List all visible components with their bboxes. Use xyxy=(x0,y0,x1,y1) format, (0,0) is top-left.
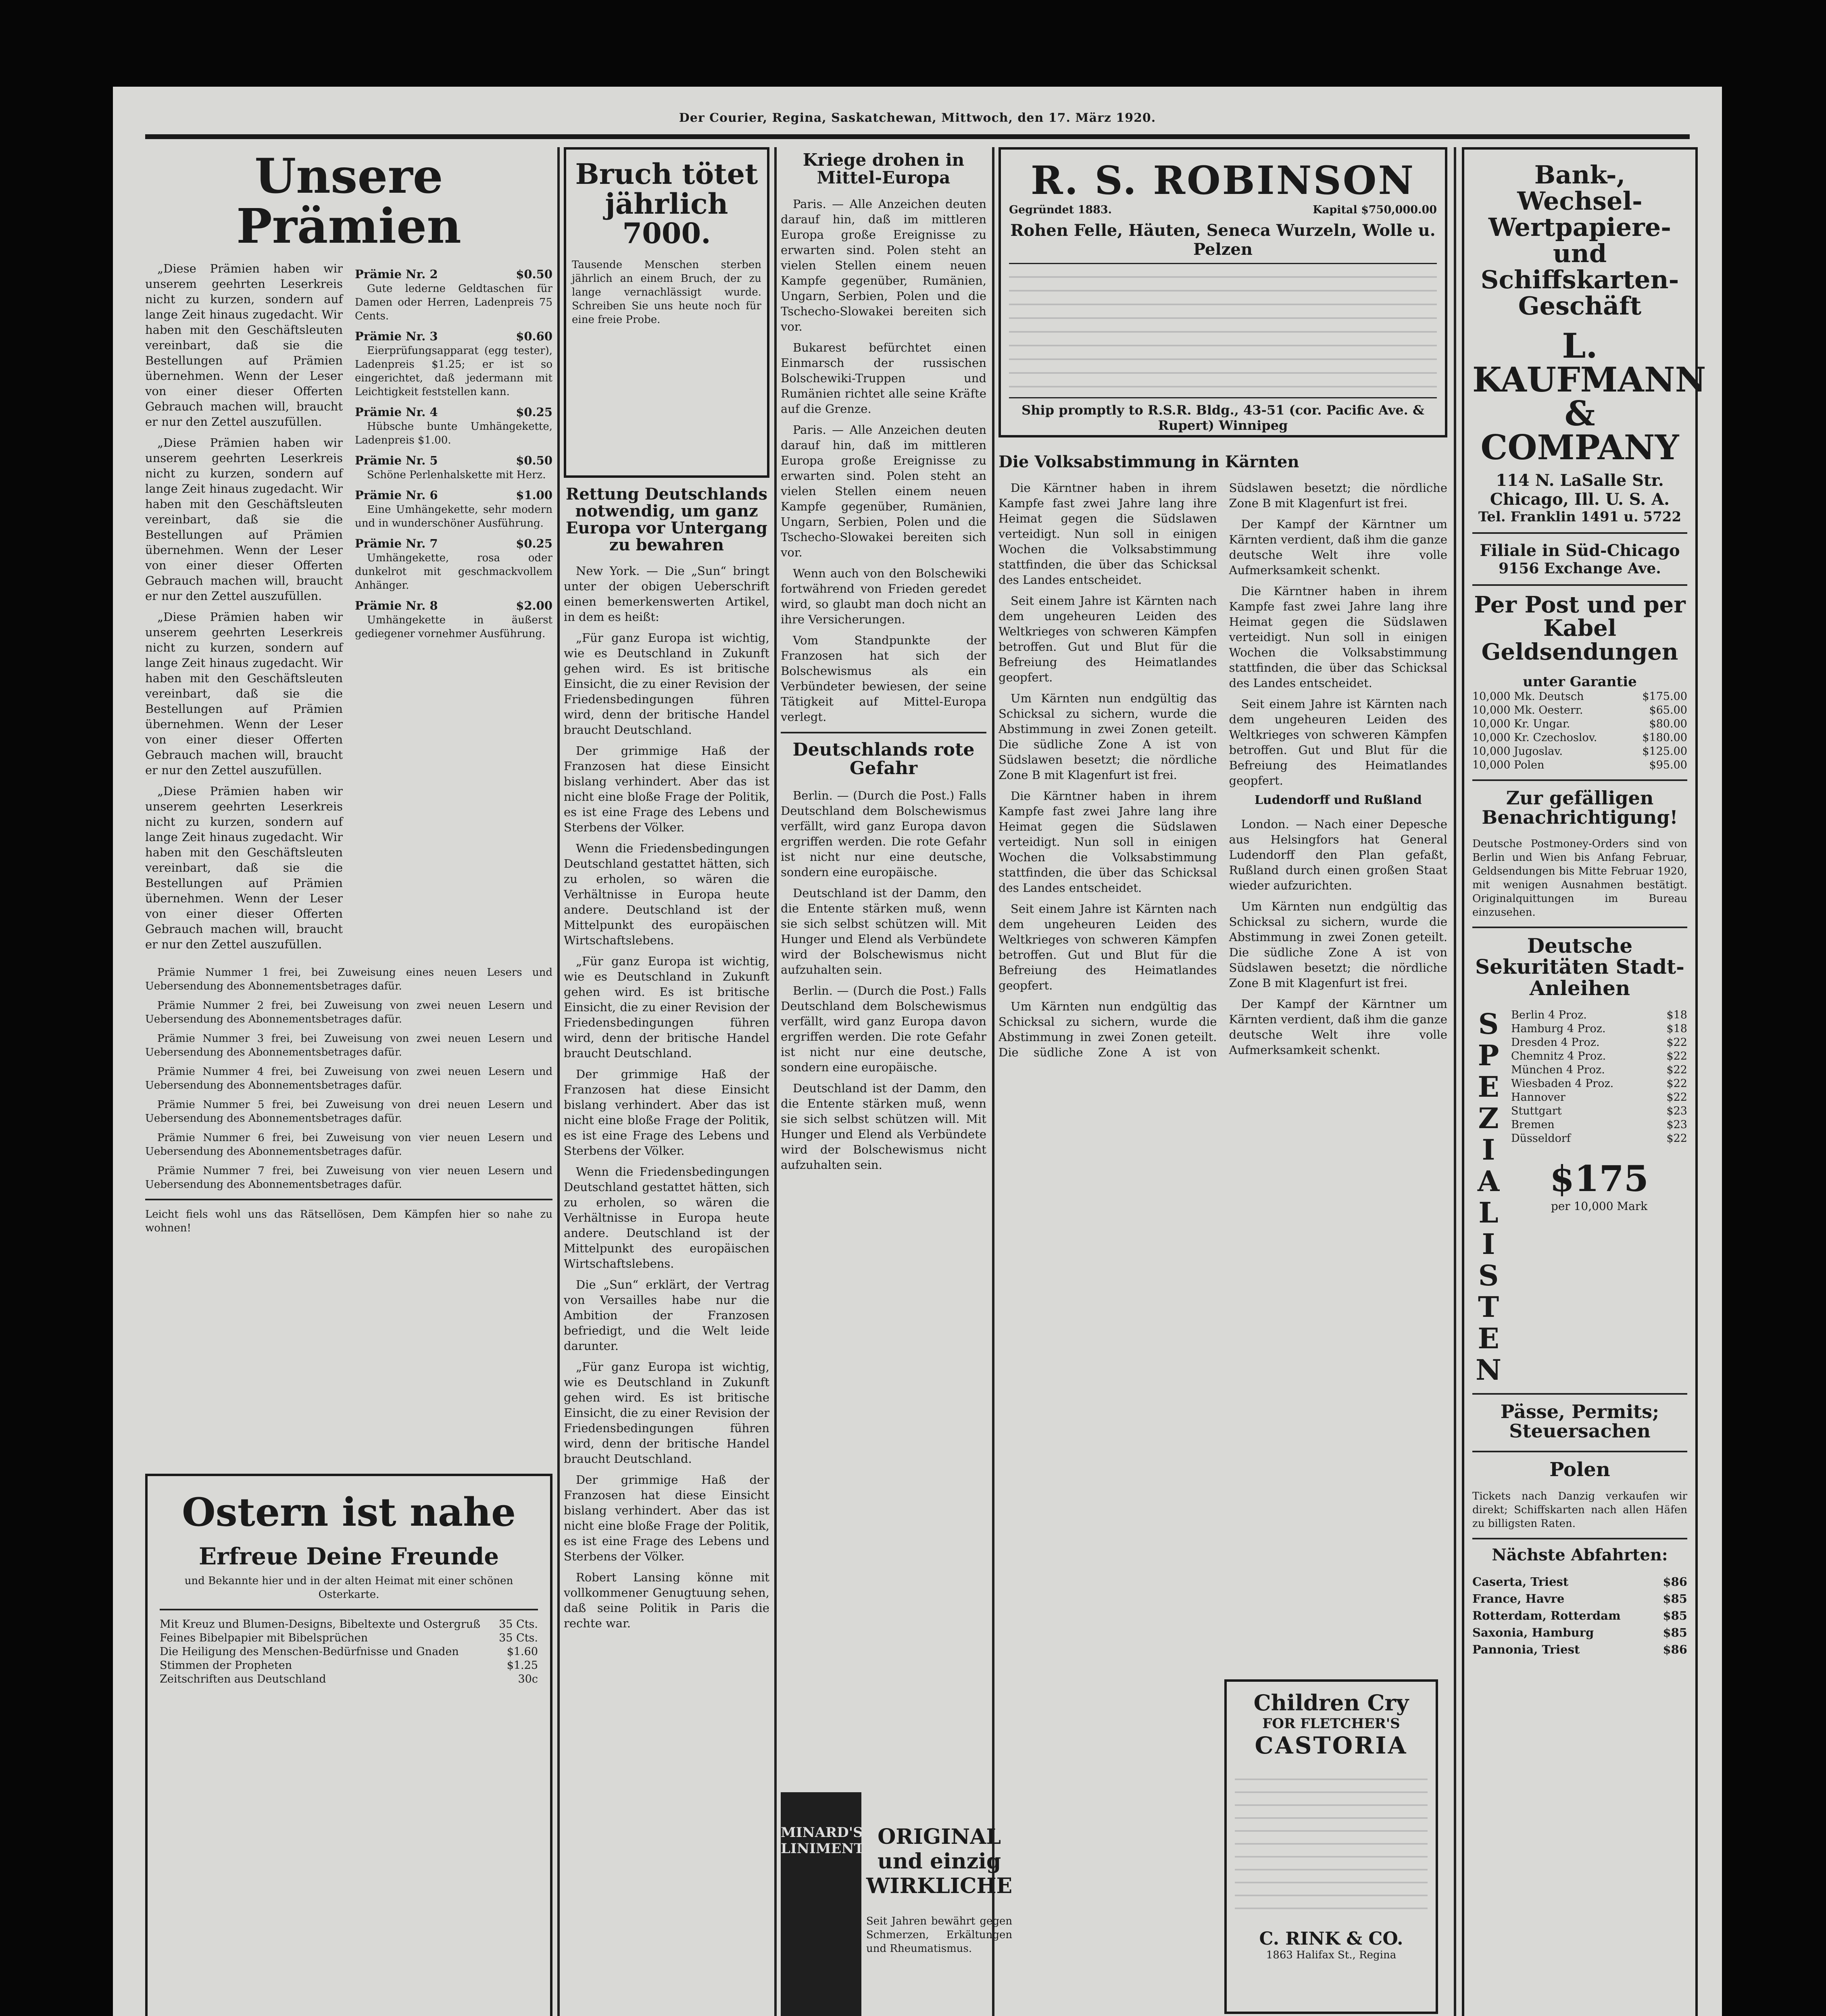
bank-title: Bank-, Wechsel-Wertpapiere- und Schiffskarten-Geschäft xyxy=(1480,160,1679,321)
robinson-capital: Kapital $750,000.00 xyxy=(1313,204,1437,216)
premiums-intro: „Diese Prämien haben wir unserem geehrten Leserkreis nicht zu kurzen, sondern auf lange Zeit hinaus zugedacht. Wir haben mit den Geschäftsleuten vereinbart, daß sie die Bestellungen auf Prämien übernehmen. Wenn der Leser von einer dieser Offerten Gebrauch machen will, braucht er nur den Zettel auszufüllen. xyxy=(145,261,343,429)
bond-row: Hannover $22 xyxy=(1511,1091,1687,1104)
robinson-ad xyxy=(998,147,1447,437)
premiums-title: Unsere Prämien xyxy=(236,148,461,254)
top-rule xyxy=(145,134,1690,139)
column-2 xyxy=(564,147,769,2016)
article-paragraph: Deutschland ist der Damm, den die Entente stärken muß, wenn sie sich selbst schützen will. Mit Hunger und Elend als Verbündete wird der Bolschewismus nicht aufzuhalten sein. xyxy=(781,1081,986,1172)
article-paragraph: Der Kampf der Kärntner um Kärnten verdient, daß ihm die ganze deutsche Welt ihre volle Aufmerksamkeit schenkt. xyxy=(1229,997,1447,1057)
bond-row: Stuttgart $23 xyxy=(1511,1105,1687,1118)
premiums-intro-repeat: „Diese Prämien haben wir unserem geehrten Leserkreis nicht zu kurzen, sondern auf lange Zeit hinaus zugedacht. Wir haben mit den Geschäftsleuten vereinbart, daß sie die Bestellungen auf Prämien übernehmen. Wenn der Leser von einer dieser Offerten Gebrauch machen will, braucht er nur den Zettel auszufüllen. xyxy=(145,610,343,777)
bond-row: Bremen $23 xyxy=(1511,1118,1687,1131)
paesse-title: Pässe, Permits; Steuersachen xyxy=(1500,1401,1659,1442)
article-paragraph: Wenn die Friedensbedingungen Deutschland gestattet hätten, sich zu erholen, so wären die Verhältnisse in Europa heute andere. Deutschland ist der Mittelpunkt des europäischen Wirtschaftslebens. xyxy=(564,841,769,947)
article-paragraph: „Für ganz Europa ist wichtig, wie es Deutschland in Zukunft gehen wird. Es ist britische Einsicht, die zu einer Revision der Friedensbedingungen führen wird, denn der britische Handel braucht Deutschland. xyxy=(564,631,769,737)
sailing-row: Pannonia, Triest $86 xyxy=(1472,1643,1687,1657)
article-paragraph: Der grimmige Haß der Franzosen hat diese Einsicht bislang verhindert. Aber das ist nicht eine bloße Frage der Politik, es ist eine Frage des Lebens und Sterbens der Völker. xyxy=(564,1473,769,1563)
column-3 xyxy=(781,147,1013,2016)
premium-rule: Prämie Nummer 5 frei, bei Zuweisung von drei neuen Lesern und Uebersendung des Abonnementsbetrages dafür. xyxy=(145,1098,552,1125)
article-paragraph: Seit einem Jahre ist Kärnten nach dem ungeheuren Leiden des Weltkrieges von schweren Kämpfen betroffen. Gut und Blut für die Befreiung des Heimatlandes geopfert. xyxy=(998,594,1217,684)
premium-rule: Prämie Nummer 4 frei, bei Zuweisung von zwei neuen Lesern und Uebersendung des Abonnementsbetrages dafür. xyxy=(145,1065,552,1091)
masthead: Der Courier, Regina, Saskatchewan, Mittwoch, den 17. März 1920. xyxy=(679,111,1156,125)
article-paragraph: Wenn auch von den Bolschewiki fortwährend von Frieden geredet wird, so glaubt man doch nicht an ihre Versicherungen. xyxy=(781,566,986,627)
ostern-subtitle: Erfreue Deine Freunde xyxy=(198,1542,499,1570)
premium-item: Prämie Nr. 7 $0.25 xyxy=(355,536,552,550)
notice-title: Zur gefälligen Benachrichtigung! xyxy=(1482,787,1678,829)
robinson-est: Gegründet 1883. xyxy=(1009,204,1112,216)
premium-item: Prämie Nr. 4 $0.25 xyxy=(355,405,552,419)
article-paragraph: Robert Lansing könne mit vollkommener Genugtuung sehen, daß seine Politik in Paris die rechte war. xyxy=(564,1570,769,1630)
premium-rule: Prämie Nummer 1 frei, bei Zuweisung eines neuen Lesers und Uebersendung des Abonnementsbetrages dafür. xyxy=(145,966,552,992)
premium-rules xyxy=(145,966,552,1191)
article-paragraph: London. — Nach einer Depesche aus Helsingfors hat General Ludendorff den Plan gefaßt, Rußland durch einen großen Staat wieder aufzurichten. xyxy=(1229,817,1447,892)
money-title: Per Post und per Kabel Geldsendungen xyxy=(1474,591,1686,666)
article-paragraph: „Für ganz Europa ist wichtig, wie es Deutschland in Zukunft gehen wird. Es ist britische Einsicht, die zu einer Revision der Friedensbedingungen führen wird, denn der britische Handel braucht Deutschland. xyxy=(564,954,769,1060)
article-paragraph: Der grimmige Haß der Franzosen hat diese Einsicht bislang verhindert. Aber das ist nicht eine bloße Frage der Politik, es ist eine Frage des Lebens und Sterbens der Völker. xyxy=(564,1067,769,1158)
premium-rule: Prämie Nummer 2 frei, bei Zuweisung von zwei neuen Lesern und Uebersendung des Abonnementsbetrages dafür. xyxy=(145,999,552,1025)
premium-item: Prämie Nr. 3 $0.60 xyxy=(355,329,552,343)
newspaper-page xyxy=(113,87,1722,2016)
price-line: Stimmen der Propheten $1.25 xyxy=(160,1659,538,1672)
article-paragraph: Deutschland ist der Damm, den die Entente stärken muß, wenn sie sich selbst schützen will. Mit Hunger und Elend als Verbündete wird der Bolschewismus nicht aufzuhalten sein. xyxy=(781,886,986,977)
guarantee: unter Garantie xyxy=(1523,673,1637,690)
rote-gefahr-headline: Deutschlands rote Gefahr xyxy=(792,739,975,779)
article-paragraph: Berlin. — (Durch die Post.) Falls Deutschland dem Bolschewismus verfällt, wird ganz Europa davon ergriffen werden. Die rote Gefahr ist nicht nur eine deutsche, sondern eine europäische. xyxy=(781,788,986,879)
article-paragraph: Um Kärnten nun endgültig das Schicksal zu sichern, wurde die Abstimmung in zwei Zonen geteilt. Die südliche Zone A ist von Südslawen besetzt; die nördliche Zone B mit Klagenfurt ist frei. xyxy=(998,691,1217,782)
premiums-intro-repeat: „Diese Prämien haben wir unserem geehrten Leserkreis nicht zu kurzen, sondern auf lange Zeit hinaus zugedacht. Wir haben mit den Geschäftsleuten vereinbart, daß sie die Bestellungen auf Prämien übernehmen. Wenn der Leser von einer dieser Offerten Gebrauch machen will, braucht er nur den Zettel auszufüllen. xyxy=(145,435,343,603)
ostern-ad xyxy=(145,1474,552,2016)
sailing-list xyxy=(1472,1573,1687,1658)
castoria-address: 1863 Halifax St., Regina xyxy=(1266,1949,1397,1961)
ostern-price-list xyxy=(160,1618,538,1686)
article-paragraph: Um Kärnten nun endgültig das Schicksal zu sichern, wurde die Abstimmung in zwei Zonen geteilt. Die südliche Zone A ist von Südslawen besetzt; die nördliche Zone B mit Klagenfurt ist frei. xyxy=(998,481,1447,1059)
bond-row: München 4 Proz. $22 xyxy=(1511,1064,1687,1077)
robinson-footer: Ship promptly to R.S.R. Bldg., 43-51 (cor. Pacific Ave. & Rupert) Winnipeg xyxy=(1021,402,1424,433)
rate-row: 10,000 Polen $95.00 xyxy=(1472,758,1687,771)
column-divider xyxy=(992,147,994,2016)
rate-row: 10,000 Mk. Deutsch $175.00 xyxy=(1472,690,1687,703)
bruch-headline: Bruch tötet jährlich 7000. xyxy=(575,157,758,250)
article-paragraph: Wenn die Friedensbedingungen Deutschland gestattet hätten, sich zu erholen, so wären die Verhältnisse in Europa heute andere. Deutschland ist der Mittelpunkt des europäischen Wirtschaftslebens. xyxy=(564,1165,769,1270)
column-divider xyxy=(774,147,777,2016)
sailing-row: Rotterdam, Rotterdam $85 xyxy=(1472,1609,1687,1623)
robinson-price-table xyxy=(1009,263,1437,398)
article-paragraph: „Für ganz Europa ist wichtig, wie es Deutschland in Zukunft gehen wird. Es ist britische Einsicht, die zu einer Revision der Friedensbedingungen führen wird, denn der britische Handel braucht Deutschland. xyxy=(564,1360,769,1466)
premium-item: Prämie Nr. 5 $0.50 xyxy=(355,453,552,467)
sailing-row: Caserta, Triest $86 xyxy=(1472,1575,1687,1589)
article-paragraph: Seit einem Jahre ist Kärnten nach dem ungeheuren Leiden des Weltkrieges von schweren Kämpfen betroffen. Gut und Blut für die Befreiung des Heimatlandes geopfert. xyxy=(998,902,1217,992)
column-4 xyxy=(998,450,1447,2016)
bond-row: Wiesbaden 4 Proz. $22 xyxy=(1511,1077,1687,1090)
premium-rule: Prämie Nummer 6 frei, bei Zuweisung von vier neuen Lesern und Uebersendung des Abonnementsbetrages dafür. xyxy=(145,1131,552,1158)
article-paragraph: Die Kärntner haben in ihrem Kampfe fast zwei Jahre lang ihre Heimat gegen die Südslawen verteidigt. Nun soll in einigen Wochen die Volksabstimmung stattfinden, die über das Schicksal des Landes entscheidet. xyxy=(998,481,1217,587)
premium-rule: Prämie Nummer 7 frei, bei Zuweisung von vier neuen Lesern und Uebersendung des Abonnementsbetrages dafür. xyxy=(145,1164,552,1191)
article-paragraph: Paris. — Alle Anzeichen deuten darauf hin, daß im mittleren Europa große Ereignisse zu erwarten sind. Polen steht an vielen Stellen einem neuen Kampfe gegenüber, Rumänien, Ungarn, Serbien, Polen und die Tschecho-Slowakei bereiten sich vor. xyxy=(781,423,986,560)
premium-list: Prämie Nr. 2 $0.50 Gute lederne Geldtaschen für Damen oder Herren, Ladenpreis 75 Cents. Prämie Nr. 3 $0.60 Eierprüfungsapparat (egg tester), Ladenpreis $1.25; er ist so eingerichtet, daß jedermann mit Leichtigkeit feststellen kann. Prämie Nr. 4 $0.25 Hübsche bunte Umhängekette, Ladenpreis $1.00. Prämie Nr. 5 $0.50 Schöne Perlenhalskette mit Herz. Prämie Nr. 6 $1.00 Eine Umhängekette, sehr modern und in wunderschöner Ausführung. Prämie Nr. 7 $0.25 Umhängekette, rosa oder dunkelrot mit geschmackvollem Anhänger. Prämie Nr. 8 $2.00 Umhängekette in äußerst gediegener vornehmer Ausführung. xyxy=(355,267,552,640)
price-line: Die Heiligung des Menschen-Bedürfnisse und Gnaden $1.60 xyxy=(160,1645,538,1658)
liniment-bottle-image: MINARD'S LINIMENT xyxy=(781,1792,861,2016)
castoria-subtitle: FOR FLETCHER'S xyxy=(1262,1716,1400,1732)
bond-row: Berlin 4 Proz. $18 xyxy=(1511,1009,1687,1022)
bond-row: Chemnitz 4 Proz. $22 xyxy=(1511,1050,1687,1063)
article-paragraph: Bukarest befürchtet einen Einmarsch der russischen Bolschewiki-Truppen und Rumänien richtet alle seine Kräfte auf die Grenze. xyxy=(781,341,986,416)
column-divider xyxy=(557,147,560,2016)
rate-row: 10,000 Jugoslav. $125.00 xyxy=(1472,745,1687,758)
article-paragraph: Berlin. — (Durch die Post.) Falls Deutschland dem Bolschewismus verfällt, wird ganz Europa davon ergriffen werden. Die rote Gefahr ist nicht nur eine deutsche, sondern eine europäische. xyxy=(781,983,986,1074)
liniment-ad-title: ORIGINAL und einzig WIRKLICHE xyxy=(866,1824,1013,1898)
premium-item: Prämie Nr. 8 $2.00 xyxy=(355,598,552,612)
article-paragraph: Die Kärntner haben in ihrem Kampfe fast zwei Jahre lang ihre Heimat gegen die Südslawen verteidigt. Nun soll in einigen Wochen die Volksabstimmung stattfinden, die über das Schicksal des Landes entscheidet. xyxy=(1229,584,1447,690)
premium-item: Prämie Nr. 2 $0.50 xyxy=(355,267,552,281)
bond-row: Hamburg 4 Proz. $18 xyxy=(1511,1023,1687,1035)
robinson-buy: Rohen Felle, Häuten, Seneca Wurzeln, Wolle u. Pelzen xyxy=(1010,221,1436,259)
article-paragraph: Der Kampf der Kärntner um Kärnten verdient, daß ihm die ganze deutsche Welt ihre volle Aufmerksamkeit schenkt. xyxy=(1229,517,1447,577)
securities-title: Deutsche Sekuritäten Stadt-Anleihen xyxy=(1475,933,1684,1000)
firm-address: 114 N. LaSalle Str. xyxy=(1496,471,1664,490)
ostern-title: Ostern ist nahe xyxy=(181,1489,516,1535)
article-paragraph: Paris. — Alle Anzeichen deuten darauf hin, daß im mittleren Europa große Ereignisse zu erwarten sind. Polen steht an vielen Stellen einem neuen Kampfe gegenüber, Rumänien, Ungarn, Serbien, Polen und die Tschecho-Slowakei bereiten sich vor. xyxy=(781,197,986,334)
article-paragraph: Die „Sun“ erklärt, der Vertrag von Versailles habe nur die Ambition der Franzosen befriedigt, und die Welt leide darunter. xyxy=(564,1278,769,1353)
column-divider xyxy=(1454,147,1456,2016)
castoria-title: Children Cry xyxy=(1253,1690,1409,1716)
article-paragraph: Die Kärntner haben in ihrem Kampfe fast zwei Jahre lang ihre Heimat gegen die Südslawen verteidigt. Nun soll in einigen Wochen die Volksabstimmung stattfinden, die über das Schicksal des Landes entscheidet. xyxy=(998,789,1217,895)
price-line: Feines Bibelpapier mit Bibelsprüchen 35 Cts. xyxy=(160,1631,538,1644)
rettung-dateline: New York. — Die „Sun“ bringt unter der obigen Ueberschrift einen bemerkenswerten Artikel, in dem es heißt: xyxy=(564,564,769,624)
article-paragraph: Seit einem Jahre ist Kärnten nach dem ungeheuren Leiden des Weltkrieges von schweren Kämpfen betroffen. Gut und Blut für die Befreiung des Heimatlandes geopfert. xyxy=(1229,697,1447,787)
big-price-sub: per 10,000 Mark xyxy=(1551,1200,1648,1213)
sailing-row: France, Havre $85 xyxy=(1472,1592,1687,1606)
minards-ad: MINARD'S LINIMENT ORIGINAL und einzig WIRKLICHE Seit Jahren bewährt gegen Schmerzen, Erkältungen und Rheumatismus. xyxy=(781,1792,986,2016)
rate-row: 10,000 Kr. Czechoslov. $180.00 xyxy=(1472,731,1687,744)
poem: Leicht fiels wohl uns das Rätsellösen, Dem Kämpfen hier so nahe zu wohnen! xyxy=(145,1208,552,1234)
specialists-vertical: SPEZIALISTEN xyxy=(1476,1007,1501,1387)
rate-list xyxy=(1472,690,1687,772)
sailing-row: Saxonia, Hamburg $85 xyxy=(1472,1626,1687,1640)
article-paragraph: Um Kärnten nun endgültig das Schicksal zu sichern, wurde die Abstimmung in zwei Zonen geteilt. Die südliche Zone A ist von Südslawen besetzt; die nördliche Zone B mit Klagenfurt ist frei. xyxy=(1229,899,1447,990)
rettung-headline: Rettung Deutschlands notwendig, um ganz Europa vor Untergang zu bewahren xyxy=(565,485,768,554)
castoria-ad xyxy=(1224,1679,1438,2014)
premium-item: Prämie Nr. 6 $1.00 xyxy=(355,488,552,502)
firm-city: Chicago, Ill. U. S. A. xyxy=(1490,489,1670,509)
kriege-headline: Kriege drohen in Mittel-Europa xyxy=(803,150,965,188)
article-paragraph: Der grimmige Haß der Franzosen hat diese Einsicht bislang verhindert. Aber das ist nicht eine bloße Frage der Politik, es ist eine Frage des Lebens und Sterbens der Völker. xyxy=(564,744,769,834)
firm-name: L. KAUFMANN & COMPANY xyxy=(1472,325,1706,467)
polen-title: Polen xyxy=(1549,1458,1610,1481)
premiums-intro-repeat: „Diese Prämien haben wir unserem geehrten Leserkreis nicht zu kurzen, sondern auf lange Zeit hinaus zugedacht. Wir haben mit den Geschäftsleuten vereinbart, daß sie die Bestellungen auf Prämien übernehmen. Wenn der Leser von einer dieser Offerten Gebrauch machen will, braucht er nur den Zettel auszufüllen. xyxy=(145,784,343,951)
kaernten-headline: Die Volksabstimmung in Kärnten xyxy=(998,452,1299,471)
sailings-title: Nächste Abfahrten: xyxy=(1492,1545,1668,1565)
city-bond-list xyxy=(1511,1008,1687,1386)
big-price: $175 xyxy=(1550,1158,1649,1200)
premiums-section xyxy=(145,147,552,1429)
rate-row: 10,000 Kr. Ungar. $80.00 xyxy=(1472,717,1687,730)
premium-rule: Prämie Nummer 3 frei, bei Zuweisung von zwei neuen Lesern und Uebersendung des Abonnementsbetrages dafür. xyxy=(145,1032,552,1058)
kaufmann-ad: Bank-, Wechsel-Wertpapiere- und Schiffskarten-Geschäft L. KAUFMANN & COMPANY 114 N. LaSalle Str. Chicago, Ill. U. S. A. Tel. Franklin 1491 u. 5722 Filiale in Süd-Chicago 9156 Exchange Ave. Per Post und per Kabel Geldsendungen unter Garantie 10,000 Mk. Deutsch $175.00 10,000 Mk. Oesterr. $65.00 10,000 Kr. Ungar. $80.00 10,000 Kr. Czechoslov. $180.00 10,000 Jugoslav. $125.00 10,000 Polen $95.00 Zur gefälligen Benachrichtigung! Deutsche Postmoney-Orders sind von Berlin und Wien bis Anfang Februar, Geldsendungen bis Mitte Februar 1920, mit wenigen Ausnahmen bestätigt. Originalquittungen im Bureau einzusehen. Deutsche Sekuritäten Stadt-Anleihen SPEZIALISTEN Berlin 4 Proz. $18 Hamburg 4 Proz. $18 Dresden 4 Proz. $22 Chemnitz 4 Proz. $22 München 4 Proz. $22 Wiesbaden 4 Proz. $22 Hannover $22 Stuttgart $23 Bremen $23 Düsseldorf $22 $175 per 10,000 Mark Pässe, Permits; Steuersachen Polen Tickets nach Danzig verkaufen wir direkt; Schiffskarten nach allen Häfen zu billigsten Raten. Nächste Abfahrten: Caserta, Triest $86 France, Havre $85 Rotterdam, Rotterdam $85 Saxonia, Hamburg $85 Pannonia, Triest $86 xyxy=(1462,147,1698,2016)
castoria-footer: C. RINK & CO. xyxy=(1259,1929,1403,1949)
robinson-name: R. S. ROBINSON xyxy=(1030,158,1415,203)
bond-row: Düsseldorf $22 xyxy=(1511,1132,1687,1145)
price-line: Zeitschriften aus Deutschland 30c xyxy=(160,1672,538,1685)
article-paragraph: Vom Standpunkte der Franzosen hat sich der Bolschewismus als ein Verbündeter bewiesen, der seine Tätigkeit auf Mittel-Europa verlegt. xyxy=(781,633,986,724)
ostern-intro: und Bekannte hier und in der alten Heimat mit einer schönen Osterkarte. xyxy=(184,1574,513,1601)
firm-phone: Tel. Franklin 1491 u. 5722 xyxy=(1478,508,1682,525)
branch-address: 9156 Exchange Ave. xyxy=(1499,560,1661,577)
bruch-ad: Bruch tötet jährlich 7000. Tausende Menschen sterben jährlich an einem Bruch, der zu lange vernachlässigt wurde. Schreiben Sie uns heute noch für eine freie Probe. xyxy=(564,147,769,478)
castoria-brand: CASTORIA xyxy=(1255,1732,1408,1759)
rate-row: 10,000 Mk. Oesterr. $65.00 xyxy=(1472,704,1687,716)
bond-row: Dresden 4 Proz. $22 xyxy=(1511,1036,1687,1049)
notice-text: Deutsche Postmoney-Orders sind von Berlin und Wien bis Anfang Februar, Geldsendungen bis Mitte Februar 1920, mit wenigen Ausnahmen bestätigt. Originalquittungen im Bureau einzusehen. xyxy=(1472,837,1687,918)
branch-title: Filiale in Süd-Chicago xyxy=(1480,541,1680,560)
ludendorff-headline: Ludendorff und Rußland xyxy=(1254,793,1422,807)
castoria-text-block xyxy=(1235,1767,1428,1920)
price-line: Mit Kreuz und Blumen-Designs, Bibeltexte und Ostergruß 35 Cts. xyxy=(160,1618,538,1631)
